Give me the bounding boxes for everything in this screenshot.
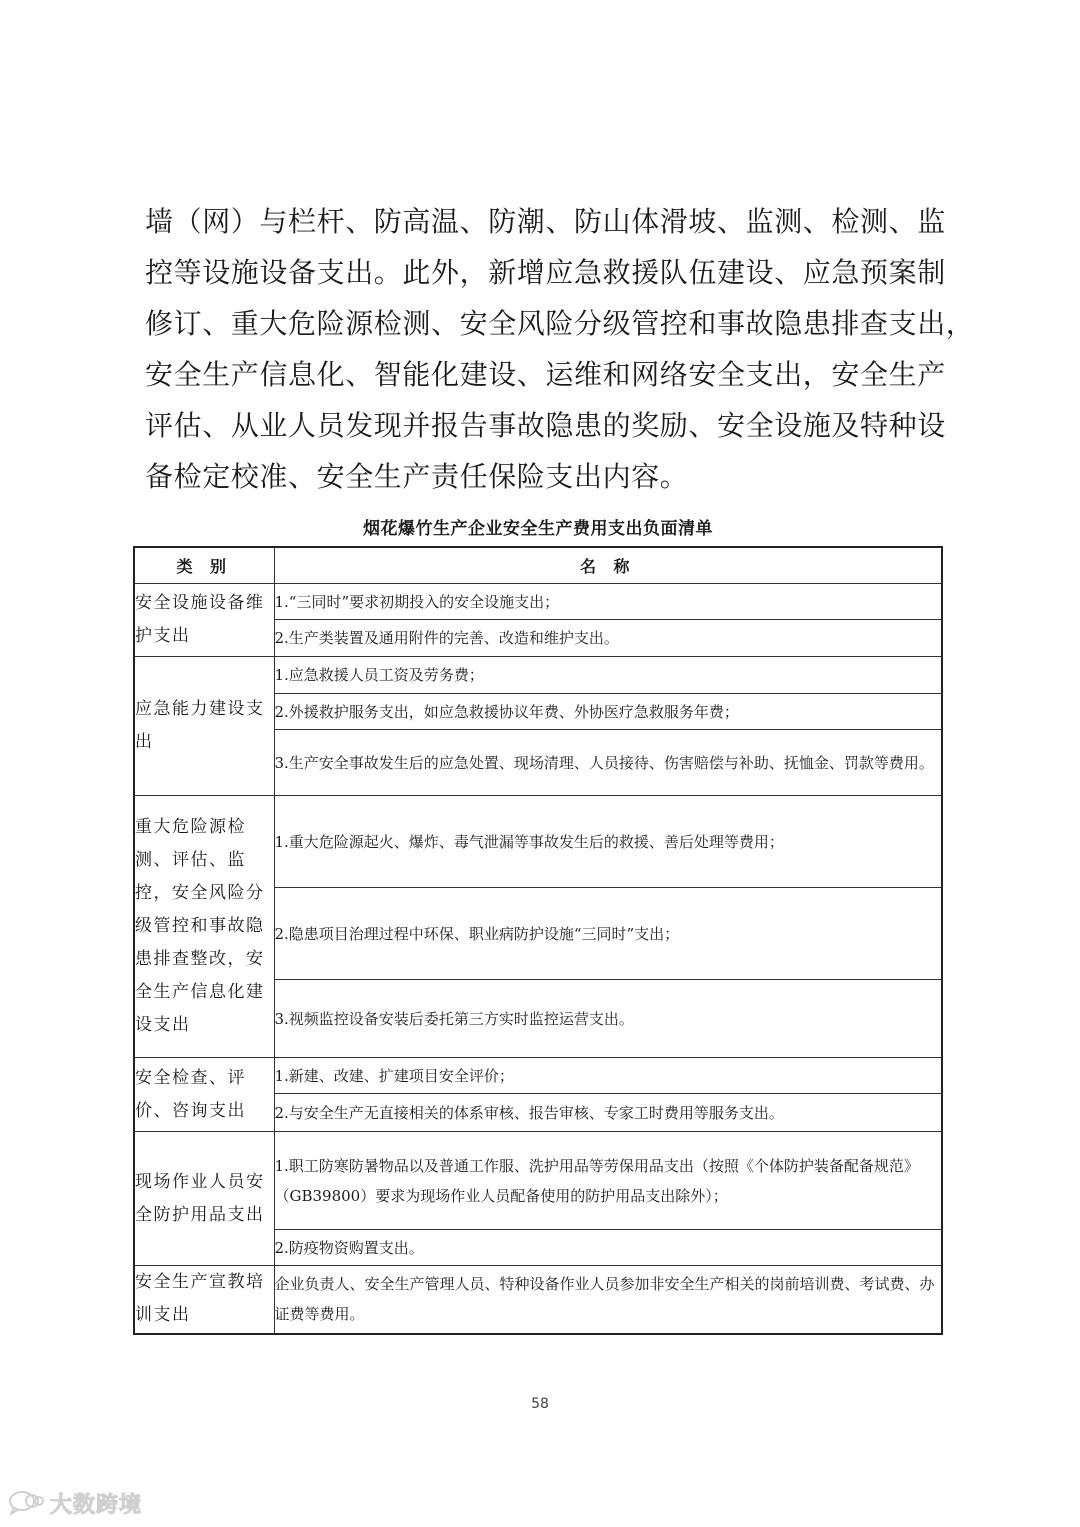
table-header-row — [134, 547, 942, 584]
watermark-text: 大数跨境 — [50, 1493, 143, 1518]
header-name: 名 称 — [274, 547, 942, 584]
category-cell: 现场作业人员安全防护用品支出 — [134, 1132, 274, 1266]
item-cell: 2.防疫物资购置支出。 — [274, 1230, 942, 1266]
item-cell: 企业负责人、安全生产管理人员、特种设备作业人员参加非安全生产相关的岗前培训费、考试费、办证费等费用。 — [274, 1266, 942, 1334]
category-cell: 重大危险源检测、评估、监控，安全风险分级管控和事故隐患排查整改，安全生产信息化建设支出 — [134, 796, 274, 1058]
watermark — [8, 1488, 142, 1519]
item-cell: 2.隐患项目治理过程中环保、职业病防护设施“三同时”支出； — [274, 888, 942, 980]
item-cell: 1.重大危险源起火、爆炸、毒气泄漏等事故发生后的救援、善后处理等费用； — [274, 796, 942, 888]
chat-bubble-logo-icon — [8, 1489, 44, 1519]
header-category: 类 别 — [134, 547, 274, 584]
item-cell: 2.外援救护服务支出，如应急救援协议年费、外协医疗急救服务年费； — [274, 694, 942, 730]
page-number: 58 — [531, 1396, 549, 1412]
item-cell: 3.生产安全事故发生后的应急处置、现场清理、人员接待、伤害赔偿与补助、抚恤金、罚款等费用。 — [274, 730, 942, 796]
body-text-line: 安全生产信息化、智能化建设、运维和网络安全支出，安全生产 — [145, 358, 946, 391]
table-row — [134, 1058, 942, 1094]
body-text-line: 评估、从业人员发现并报告事故隐患的奖励、安全设施及特种设 — [145, 409, 946, 442]
category-cell: 安全检查、评价、咨询支出 — [134, 1058, 274, 1132]
category-cell: 安全生产宣教培训支出 — [134, 1266, 274, 1334]
body-text-line: 控等设施设备支出。此外，新增应急救援队伍建设、应急预案制 — [145, 256, 946, 289]
negative-list-table — [133, 546, 943, 1335]
item-cell: 3.视频监控设备安装后委托第三方实时监控运营支出。 — [274, 980, 942, 1058]
category-cell: 应急能力建设支出 — [134, 657, 274, 796]
item-cell: 2.与安全生产无直接相关的体系审核、报告审核、专家工时费用等服务支出。 — [274, 1094, 942, 1132]
body-text-line: 备检定校准、安全生产责任保险支出内容。 — [145, 460, 689, 493]
body-text-line: 墙（网）与栏杆、防高温、防潮、防山体滑坡、监测、检测、监 — [145, 205, 946, 238]
item-cell: 1.职工防寒防暑物品以及普通工作服、洗护用品等劳保用品支出（按照《个体防护装备配备规范》（GB39800）要求为现场作业人员配备使用的防护用品支出除外）； — [274, 1132, 942, 1230]
table-row — [134, 1266, 942, 1334]
item-cell: 1.新建、改建、扩建项目安全评价； — [274, 1058, 942, 1094]
item-cell: 1.应急救援人员工资及劳务费； — [274, 657, 942, 694]
body-text-line: 修订、重大危险源检测、安全风险分级管控和事故隐患排查支出， — [145, 307, 975, 340]
body-paragraph — [145, 196, 975, 502]
table-row — [134, 796, 942, 888]
table-title: 烟花爆竹生产企业安全生产费用支出负面清单 — [363, 519, 713, 539]
item-cell: 2.生产类装置及通用附件的完善、改造和维护支出。 — [274, 620, 942, 657]
table-row — [134, 584, 942, 620]
item-cell: 1.“三同时”要求初期投入的安全设施支出； — [274, 584, 942, 620]
table-row — [134, 657, 942, 694]
category-cell: 安全设施设备维护支出 — [134, 584, 274, 657]
table-row — [134, 1132, 942, 1230]
